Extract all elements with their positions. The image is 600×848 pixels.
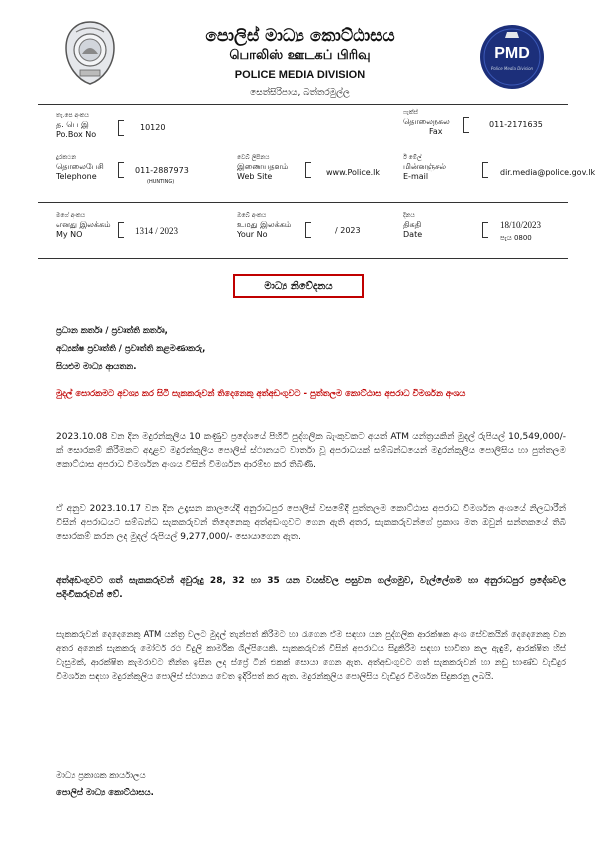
- telephone-label-ta: தொலைபேசி: [56, 162, 104, 171]
- website-label-si: වෙබ් ලිපිනය: [237, 154, 270, 161]
- fax-block: [403, 109, 483, 137]
- your-no-label-en: Your No: [237, 230, 268, 239]
- your-no-label-ta: உமது இலக்கம்: [237, 220, 292, 229]
- email-block: [403, 154, 483, 182]
- paragraph-1: 2023.10.08 වන දින මදුරන්කුලිය 10 කණුව ප්‍රදේශයේ පිහිටි පුද්ගලික බැංකුවකට අයත් ATM යන්ත්‍රයකින් මුදල් රුපියල් 10,549,000/- ක් සොරකම් කිරීමකට අදාළව මදුරන්කුලිය පොලිස් ස්ථානයට වාර්තා වූ අපරාධයක් සම්බන්ධයෙන් මදුරන්කුලිය පොලිසිය හා පුත්තලම කොට්ඨාස අපරාධ විමර්ශන අංශය විසින් විමර්ශන ආරම්භ කර තිබිණි.: [56, 432, 566, 470]
- email-value[interactable]: dir.media@police.gov.lk: [500, 168, 596, 177]
- divider-bottom: [38, 258, 568, 259]
- pobox-label-si: තැ.පෙ අංකය: [56, 112, 89, 119]
- my-no-label-si: මගේ අංකය: [56, 212, 86, 219]
- pobox-bracket: [118, 120, 124, 136]
- signoff-division: පොලිස් මාධ්‍ය කොට්ඨාසය.: [56, 788, 154, 798]
- signoff: [56, 768, 154, 802]
- pobox-value: 10120: [140, 123, 166, 132]
- telephone-label-si: දුරකථන: [56, 154, 77, 161]
- email-label-en: E-mail: [403, 172, 429, 181]
- website-label-ta: இணையதளம்: [237, 162, 289, 171]
- fax-label-en: Fax: [429, 127, 443, 136]
- subject: මුදල් සොරකමට අවශ්‍ය කර සිටි සැකකරුවන් තිදෙනෙකු අත්අඩංගුවට - පුත්තලම කොට්ඨාස අපරාධ විමර්ශන අංශය: [56, 389, 466, 399]
- your-no-label-si: ඔබේ අංකය: [237, 212, 267, 219]
- pobox-label-ta: த. பெ இ: [56, 120, 89, 129]
- your-no-value: / 2023: [335, 226, 361, 235]
- pobox-block: [56, 112, 136, 140]
- telephone-block: [56, 154, 136, 182]
- signoff-office: මාධ්‍ය ප්‍රකාශක කාර්යාලය: [56, 771, 146, 781]
- date-bracket: [482, 222, 488, 238]
- pmd-logo-text: PMD: [494, 45, 530, 62]
- paragraph-2: ඒ අනුව 2023.10.17 වන දින උදෑසන කාලයේදී අනුරාධපුර පොලිස් වසමේදී පුත්තලම කොට්ඨාස අපරාධ විමර්ශන අංශයේ නිලධාරීන් විසින් අපරාධයට සම්බන්ධ සැකකරුවන් තිදෙනෙකු අත්අඩංගුවට ගෙන ඇති අතර, සැකකරුවන්ගේ ප්‍රකාශ මත ඔවුන් සන්තකයේ තිබී සොරකම් කරන ලද මුදල් රුපියල් 9,277,000/- සොයාගෙන ඇත.: [56, 504, 566, 542]
- address: සෙත්සිරිපාය, බත්තරමුල්ල: [250, 88, 350, 98]
- paragraph-3: අත්අඩංගුවට ගත් සැකකරුවන් අවුරුදු 28, 32 හා 35 යන වයස්වල පසුවන ගල්ගමුව, වැල්ලේගම හා අනුරාධපුර ප්‍රදේශවල පදිංචිකරුවන් වේ.: [56, 576, 566, 600]
- email-label-ta: மின்னஞ்சல்: [403, 162, 447, 171]
- website-value[interactable]: www.Police.lk: [326, 168, 381, 177]
- website-bracket: [305, 162, 311, 178]
- paragraph-4: සැකකරුවන් දෙදෙනෙකු ATM යන්ත්‍ර වලට මුදල් තැන්පත් කිරීමට හා රැගෙන ඒම සඳහා යන පුද්ගලික ආරක්ෂක අංශ සේවකයින් දෙදෙනෙකු වන අතර අනෙක් සැකකරු මෝටර් රථ විදුලි කාර්මික ශිල්පියෙකි. සැකකරුවන් විසින් අපරාධය සිදුකිරීම සඳහා භාවිතා කල ඇඳුම්, ආරක්ෂිත හිස් වැසුමක්, ආරක්ෂිත කැමරාවට තීන්ත ඉසින ලද ස්ප්‍රේ ටින් එකක් සොයා ගෙන ඇත. අත්අඩංගුවට ගත් සැකකරුවන් හා නඩු භාණ්ඩ වැඩිදුර විමර්ශන සඳහා මදුරන්කුලිය පොලිස් ස්ථානය වෙත ඉදිරිපත් කර ඇත. මදුරන්කුලිය පොලිසිය වැඩිදුර විමර්ශන සිදුකරනු ලබයි.: [56, 630, 566, 682]
- telephone-note: (HUNTING): [147, 179, 175, 185]
- date-value: 18/10/2023: [500, 220, 542, 230]
- document-title: මාධ්‍ය නිවේදනය: [233, 274, 364, 298]
- date-label-si: දිනය: [403, 212, 415, 219]
- date-block: [403, 212, 483, 240]
- pmd-logo-subtext: Police Media Division: [490, 66, 534, 71]
- fax-label-si: ෆැක්ස්: [403, 109, 418, 116]
- date-time: පැය 0800: [500, 234, 532, 242]
- title-english: POLICE MEDIA DIVISION: [234, 69, 366, 81]
- your-no-bracket: [305, 222, 311, 238]
- fax-bracket: [463, 117, 469, 133]
- website-label-en: Web Site: [237, 172, 273, 181]
- divider-middle: [38, 202, 568, 203]
- my-no-label-ta: எனது இலக்கம்: [56, 220, 111, 229]
- title-tamil: பொலிஸ் ஊடகப் பிரிவு: [229, 48, 371, 63]
- recipient-line: සියළුම මාධ්‍ය ආයතන.: [56, 362, 137, 372]
- fax-value: 011-2171635: [489, 120, 543, 129]
- recipients: [56, 322, 205, 376]
- date-label-ta: திகதி: [403, 220, 422, 229]
- recipient-line: අධ්‍යක්ෂ ප්‍රවෘත්ති / ප්‍රවෘත්ති කළමණාකරු,: [56, 344, 206, 354]
- my-no-block: [56, 212, 136, 240]
- my-no-bracket: [118, 222, 124, 238]
- pobox-label-en: Po.Box No: [56, 130, 97, 139]
- telephone-value: 011-2887973: [135, 166, 189, 175]
- date-label-en: Date: [403, 230, 423, 239]
- recipient-line: ප්‍රධාන කර්තෘ / ප්‍රවෘත්ති කර්තෘ,: [56, 326, 168, 336]
- divider-top: [38, 104, 568, 105]
- my-no-value: 1314 / 2023: [135, 226, 179, 236]
- telephone-label-en: Telephone: [56, 172, 97, 181]
- telephone-bracket: [118, 162, 124, 178]
- email-bracket: [482, 162, 488, 178]
- my-no-label-en: My NO: [56, 230, 83, 239]
- fax-label-ta: தொலைநகல: [403, 117, 450, 126]
- title-sinhala: පොලිස් මාධ්‍ය කොට්ඨාසය: [205, 26, 395, 46]
- email-label-si: ඊ මේල්: [403, 154, 422, 161]
